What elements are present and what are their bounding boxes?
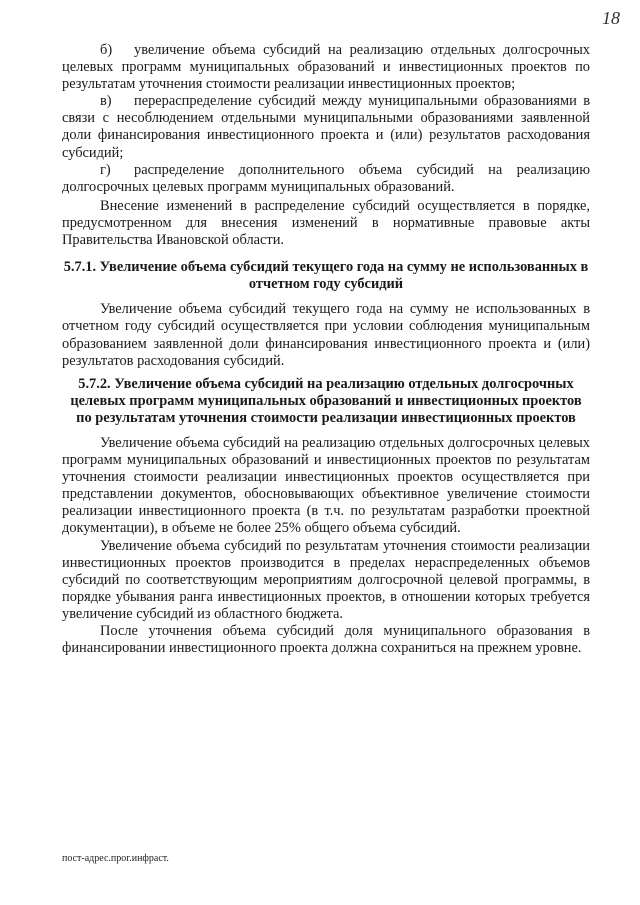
intro-paragraph: Внесение изменений в распределение субсидий осуществляется в порядке, предусмотренном для внесения изменений в нормативные правовые акты Правительства Ивановской области. [62, 197, 590, 249]
list-item-letter: в) [100, 93, 112, 110]
document-body [62, 42, 590, 657]
section-571-heading: 5.7.1. Увеличение объема субсидий текущего года на сумму не использованных в отчетном году субсидий [63, 259, 589, 293]
list-item-text: перераспределение субсидий между муниципальными образованиями в связи с несоблюдением отдельными муниципальными образованиями заявленной доли финансирования инвестиционного проекта и (или) результатов расходования субсидий; [62, 93, 590, 161]
section-572-paragraph-3: После уточнения объема субсидий доля муниципального образования в финансировании инвестиционного проекта должна сохраниться на прежнем уровне. [62, 623, 590, 657]
list-item-text: увеличение объема субсидий на реализацию отдельных долгосрочных целевых программ муниципальных образований и инвестиционных проектов по результатам уточнения стоимости реализации инвестиционных проектов; [62, 42, 590, 93]
section-572-heading: 5.7.2. Увеличение объема субсидий на реализацию отдельных долгосрочных целевых программ муниципальных образований и инвестиционных проектов по результатам уточнения стоимости реализации инвестиционных проектов [70, 375, 582, 426]
list-item-v [62, 93, 590, 161]
list-item-letter: б) [100, 42, 113, 58]
list-item-g [62, 162, 590, 196]
list-item-b [62, 42, 590, 93]
section-572-paragraph-2: Увеличение объема субсидий по результатам уточнения стоимости реализации инвестиционных проектов производится в пределах нераспределенных объемов субсидий по соответствующим мероприятиям долгосрочной целевой программы, в порядке убывания ранга инвестиционных проектов, в отношении которых требуется увеличение субсидий из областного бюджета. [62, 537, 590, 622]
section-572-paragraph-1: Увеличение объема субсидий на реализацию отдельных долгосрочных целевых программ муниципальных образований и инвестиционных проектов по результатам уточнения стоимости реализации инвестиционных проектов осуществляется при представлении документов, обосновывающих объективное увеличение стоимости реализации инвестиционного проекта (в т.ч. по результатам разработки проектной документации), в объеме не более 25% общего объема субсидий. [62, 434, 590, 537]
footer-filename: пост-адрес.прог.инфраст. [62, 853, 169, 864]
list-item-text: распределение дополнительного объема субсидий на реализацию долгосрочных целевых программ муниципальных образований. [62, 161, 590, 195]
list-item-letter: г) [100, 161, 111, 178]
page-number: 18 [602, 8, 620, 28]
section-571-paragraph: Увеличение объема субсидий текущего года на сумму не использованных в отчетном году субсидий осуществляется при условии соблюдения муниципальным образованием заявленной доли финансирования инвестиционного проекта и (или) результатов расходования субсидий. [62, 301, 590, 369]
